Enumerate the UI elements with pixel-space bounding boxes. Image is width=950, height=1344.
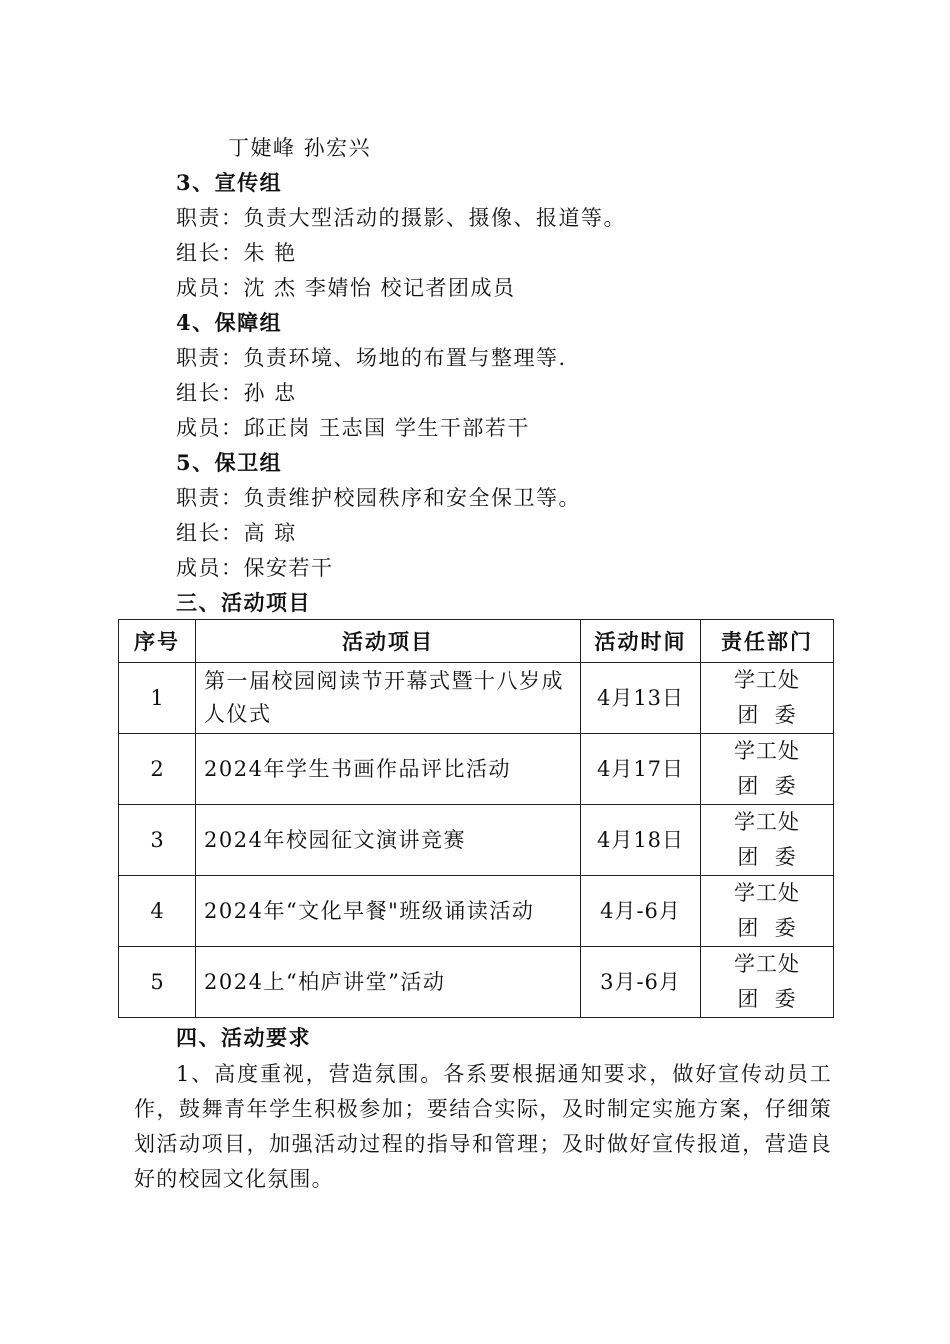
row-department [701,805,834,876]
department-line-1: 学工处 [734,952,800,976]
department-line-1: 学工处 [734,881,800,905]
requirement-paragraph-1: 1、高度重视，营造氛围。各系要根据通知要求，做好宣传动员工作，鼓舞青年学生积极参加；要结合实际，及时制定实施方案，仔细策划活动项目，加强活动过程的指导和管理；及时做好宣传报道，营造良好的校园文化氛围。 [134,1062,832,1191]
row-department [701,663,834,734]
group-3-duty: 职责：负责大型活动的摄影、摄像、报道等。 [176,206,626,230]
table-row [119,876,834,947]
group-5-leader: 组长：高 琼 [176,521,297,545]
table-row [119,734,834,805]
row-time: 3月-6月 [581,947,701,1018]
section-requirements-title: 四、活动要求 [176,1025,311,1050]
group-4-duty: 职责：负责环境、场地的布置与整理等. [176,346,567,370]
group-4-members: 成员：邱正岗 王志国 学生干部若干 [176,416,530,440]
group-5-members: 成员：保安若干 [176,556,334,580]
row-time: 4月17日 [581,734,701,805]
department-line-1: 学工处 [734,739,800,763]
group-5-duty: 职责：负责维护校园秩序和安全保卫等。 [176,486,581,510]
section-activities-title: 三、活动项目 [176,590,311,615]
group-5-title: 5、保卫组 [176,450,283,475]
row-number: 1 [119,663,196,734]
row-time: 4月13日 [581,663,701,734]
row-activity: 2024年学生书画作品评比活动 [196,734,581,805]
header-number: 序号 [119,620,196,663]
department-line-2: 团 委 [737,916,797,940]
group-4-leader: 组长：孙 忠 [176,381,297,405]
activities-table [118,619,834,1018]
department-line-2: 团 委 [737,987,797,1011]
group-3-leader: 组长：朱 艳 [176,241,297,265]
table-row [119,805,834,876]
department-line-2: 团 委 [737,703,797,727]
header-activity: 活动项目 [196,620,581,663]
row-time: 4月18日 [581,805,701,876]
department-line-1: 学工处 [734,810,800,834]
row-department [701,734,834,805]
group-3-title: 3、宣传组 [176,170,283,195]
department-line-1: 学工处 [734,668,800,692]
row-activity: 2024年校园征文演讲竞赛 [196,805,581,876]
members-continued: 丁婕峰 孙宏兴 [228,136,372,160]
department-line-2: 团 委 [737,845,797,869]
row-activity: 第一届校园阅读节开幕式暨十八岁成人仪式 [196,663,581,734]
row-activity: 2024年“文化早餐"班级诵读活动 [196,876,581,947]
group-4-title: 4、保障组 [176,310,283,335]
row-number: 5 [119,947,196,1018]
table-row [119,663,834,734]
header-department: 责任部门 [701,620,834,663]
table-row [119,947,834,1018]
row-department [701,947,834,1018]
group-3-members: 成员：沈 杰 李婧怡 校记者团成员 [176,276,516,300]
row-activity: 2024上“柏庐讲堂”活动 [196,947,581,1018]
table-header-row [119,620,834,663]
row-number: 3 [119,805,196,876]
row-number: 4 [119,876,196,947]
department-line-2: 团 委 [737,774,797,798]
row-department [701,876,834,947]
row-time: 4月-6月 [581,876,701,947]
row-number: 2 [119,734,196,805]
header-time: 活动时间 [581,620,701,663]
